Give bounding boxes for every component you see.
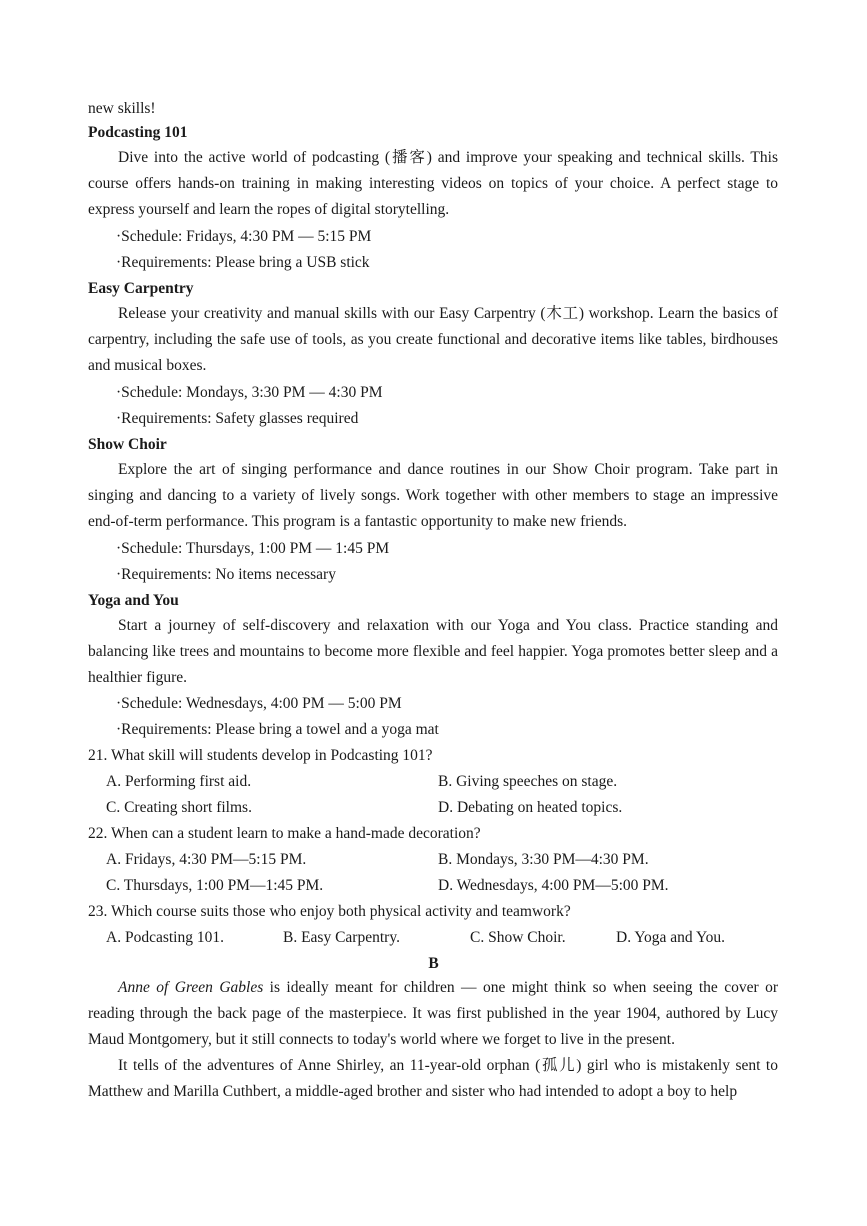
section-b-paragraph-2: It tells of the adventures of Anne Shirley, an 11-year-old orphan (孤儿) girl who is mistakenly sent to Matthew and Marilla Cuthbert, a middle-aged brother and sister who had intended to adopt a boy to help xyxy=(88,1057,778,1100)
course-description-yoga: Start a journey of self-discovery and relaxation with our Yoga and You class. Practice standing and balancing like trees and mountains to become more flexible and feel happier. Yoga promotes better sleep and a healthier figure. xyxy=(88,617,778,686)
question-21-option-c[interactable]: C. Creating short films. xyxy=(106,799,252,816)
question-23-stem: 23. Which course suits those who enjoy both physical activity and teamwork? xyxy=(88,903,571,920)
course-requirements-yoga: ·Requirements: Please bring a towel and a yoga mat xyxy=(116,721,439,738)
course-schedule-yoga: ·Schedule: Wednesdays, 4:00 PM — 5:00 PM xyxy=(116,695,402,712)
question-23-option-b[interactable]: B. Easy Carpentry. xyxy=(283,929,400,946)
question-22-option-b[interactable]: B. Mondays, 3:30 PM—4:30 PM. xyxy=(438,851,649,868)
course-title-podcasting: Podcasting 101 xyxy=(88,124,188,141)
course-description-carpentry: Release your creativity and manual skills with our Easy Carpentry (木工) workshop. Learn the basics of carpentry, including the safe use of tools, as you create functional and decorative items like tables, birdhouses and musical boxes. xyxy=(88,305,778,374)
question-22-option-a[interactable]: A. Fridays, 4:30 PM—5:15 PM. xyxy=(106,851,307,868)
course-title-choir: Show Choir xyxy=(88,436,167,453)
course-requirements-choir: ·Requirements: No items necessary xyxy=(116,566,336,583)
question-21-stem: 21. What skill will students develop in Podcasting 101? xyxy=(88,747,433,764)
course-title-carpentry: Easy Carpentry xyxy=(88,280,194,297)
course-requirements-podcasting: ·Requirements: Please bring a USB stick xyxy=(116,254,370,271)
question-23-option-c[interactable]: C. Show Choir. xyxy=(470,929,566,946)
question-21-option-d[interactable]: D. Debating on heated topics. xyxy=(438,799,623,816)
question-21-option-b[interactable]: B. Giving speeches on stage. xyxy=(438,773,618,790)
question-23-option-d[interactable]: D. Yoga and You. xyxy=(616,929,725,946)
course-schedule-podcasting: ·Schedule: Fridays, 4:30 PM — 5:15 PM xyxy=(116,228,372,245)
course-description-podcasting: Dive into the active world of podcasting (播客) and improve your speaking and technical skills. This course offers hands-on training in making interesting videos on topics of your choice. A perfect stage to express yourself and learn the ropes of digital storytelling. xyxy=(88,149,778,218)
section-b-label: B xyxy=(428,955,439,972)
course-schedule-choir: ·Schedule: Thursdays, 1:00 PM — 1:45 PM xyxy=(116,540,390,557)
question-22-stem: 22. When can a student learn to make a hand-made decoration? xyxy=(88,825,481,842)
section-b-paragraph-1-text: is ideally meant for children — one might think so when seeing the cover or reading through the back page of the masterpiece. It was first published in the year 1904, authored by Lucy Maud Montgomery, but it still connects to today's world where we forget to live in the present. xyxy=(88,979,778,1048)
book-title: Anne of Green Gables xyxy=(118,979,264,996)
course-requirements-carpentry: ·Requirements: Safety glasses required xyxy=(116,410,359,427)
question-22-option-d[interactable]: D. Wednesdays, 4:00 PM—5:00 PM. xyxy=(438,877,669,894)
question-22-option-c[interactable]: C. Thursdays, 1:00 PM—1:45 PM. xyxy=(106,877,324,894)
question-23-option-a[interactable]: A. Podcasting 101. xyxy=(106,929,224,946)
intro-tail: new skills! xyxy=(88,100,156,117)
section-b-paragraph-1 xyxy=(88,975,778,1053)
question-21-option-a[interactable]: A. Performing first aid. xyxy=(106,773,252,790)
course-title-yoga: Yoga and You xyxy=(88,592,179,609)
course-schedule-carpentry: ·Schedule: Mondays, 3:30 PM — 4:30 PM xyxy=(116,384,383,401)
course-description-choir: Explore the art of singing performance and dance routines in our Show Choir program. Take part in singing and dancing to a variety of lively songs. Work together with other members to stage an impressive end-of-term performance. This program is a fantastic opportunity to make new friends. xyxy=(88,461,778,530)
